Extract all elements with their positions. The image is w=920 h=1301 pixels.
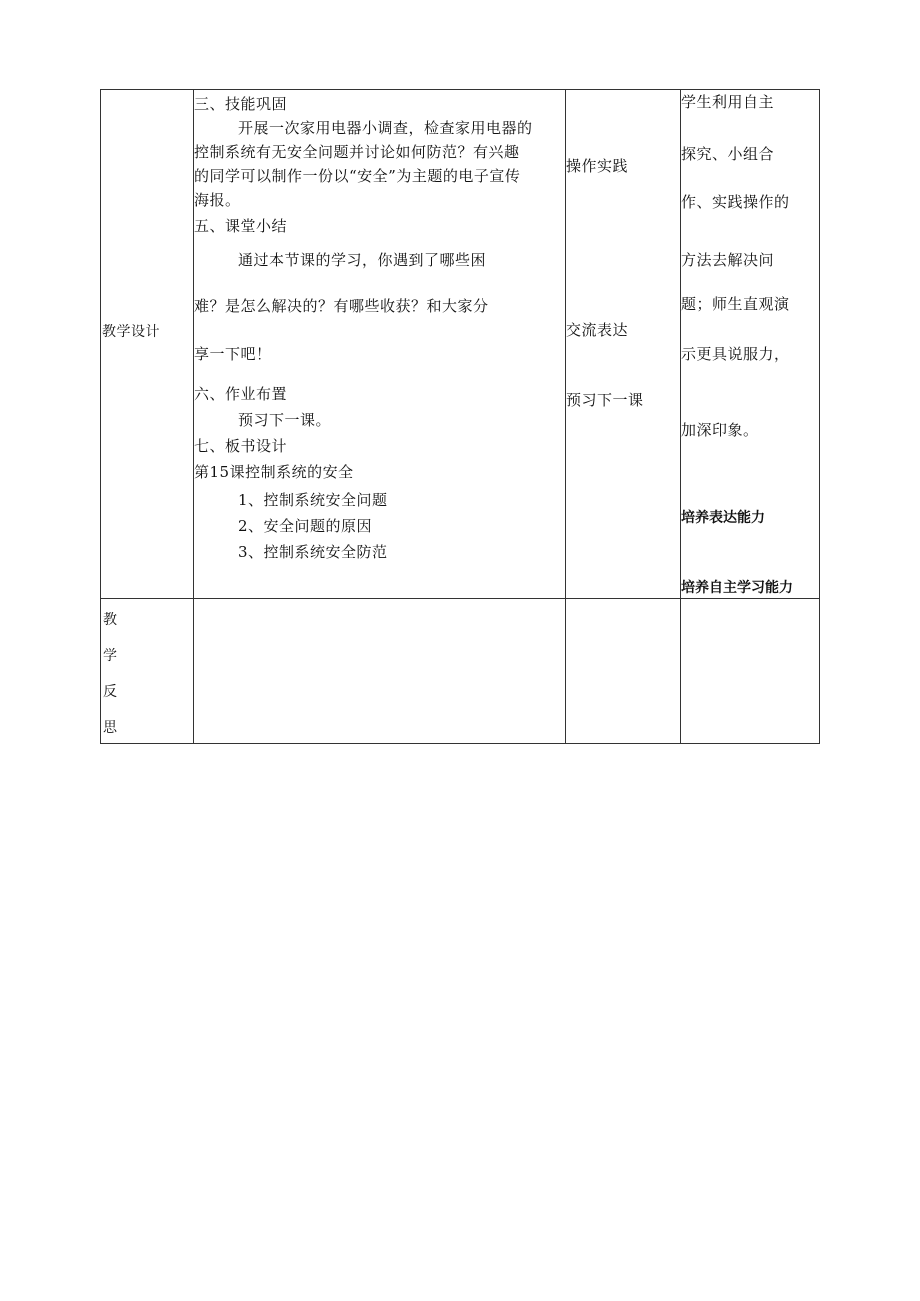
section-3-line-4: 海报。	[194, 191, 241, 209]
reflection-label-cell	[101, 599, 194, 744]
intent-line-4: 方法去解决问	[681, 251, 775, 269]
reflection-char-1: 教	[103, 612, 117, 628]
section-3-line-1: 开展一次家用电器小调查，检查家用电器的	[238, 119, 533, 137]
board-item-1: 1、控制系统安全问题	[238, 491, 388, 509]
activity-express: 交流表达	[566, 321, 629, 339]
board-item-2: 2、安全问题的原因	[238, 517, 373, 535]
activity-practice: 操作实践	[566, 157, 629, 175]
activity-cell	[566, 90, 681, 599]
section-7-title: 七、板书设计	[194, 437, 288, 455]
section-5-line-1: 通过本节课的学习，你遇到了哪些困	[238, 251, 487, 269]
intent-line-5: 题；师生直观演	[681, 295, 790, 313]
section-3-line-3: 的同学可以制作一份以“安全”为主题的电子宣传	[194, 167, 521, 185]
reflection-content-cell	[194, 599, 566, 744]
intent-bold-self-study: 培养自主学习能力	[681, 580, 793, 596]
section-3-title: 三、技能巩固	[194, 95, 288, 113]
reflection-char-4: 思	[103, 720, 117, 736]
intent-cell	[681, 90, 820, 599]
content-cell	[194, 90, 566, 599]
board-title: 第15课控制系统的安全	[194, 463, 354, 481]
intent-line-2: 探究、小组合	[681, 145, 775, 163]
section-3-line-2: 控制系统有无安全问题并讨论如何防范？有兴趣	[194, 143, 520, 161]
intent-line-7: 加深印象。	[681, 421, 759, 439]
activity-preview: 预习下一课	[566, 391, 644, 409]
section-5-title: 五、课堂小结	[194, 217, 288, 235]
reflection-intent-cell	[681, 599, 820, 744]
section-5-line-3: 享一下吧！	[194, 345, 272, 363]
row-label-cell	[101, 90, 194, 599]
row-teaching-reflection	[101, 599, 820, 744]
section-5-line-2: 难？是怎么解决的？有哪些收获？和大家分	[194, 297, 489, 315]
row-teaching-design	[101, 90, 820, 599]
board-item-3: 3、控制系统安全防范	[238, 543, 388, 561]
intent-line-6: 示更具说服力，	[681, 345, 790, 363]
intent-line-3: 作、实践操作的	[681, 193, 790, 211]
section-6-title: 六、作业布置	[194, 385, 288, 403]
intent-line-1: 学生利用自主	[681, 93, 775, 111]
reflection-activity-cell	[566, 599, 681, 744]
intent-bold-expression: 培养表达能力	[681, 510, 765, 526]
reflection-char-2: 学	[103, 648, 117, 664]
row-label-teaching-design: 教学设计	[102, 324, 160, 340]
section-6-line-1: 预习下一课。	[238, 411, 332, 429]
lesson-plan-table	[100, 89, 820, 744]
reflection-char-3: 反	[103, 684, 117, 700]
